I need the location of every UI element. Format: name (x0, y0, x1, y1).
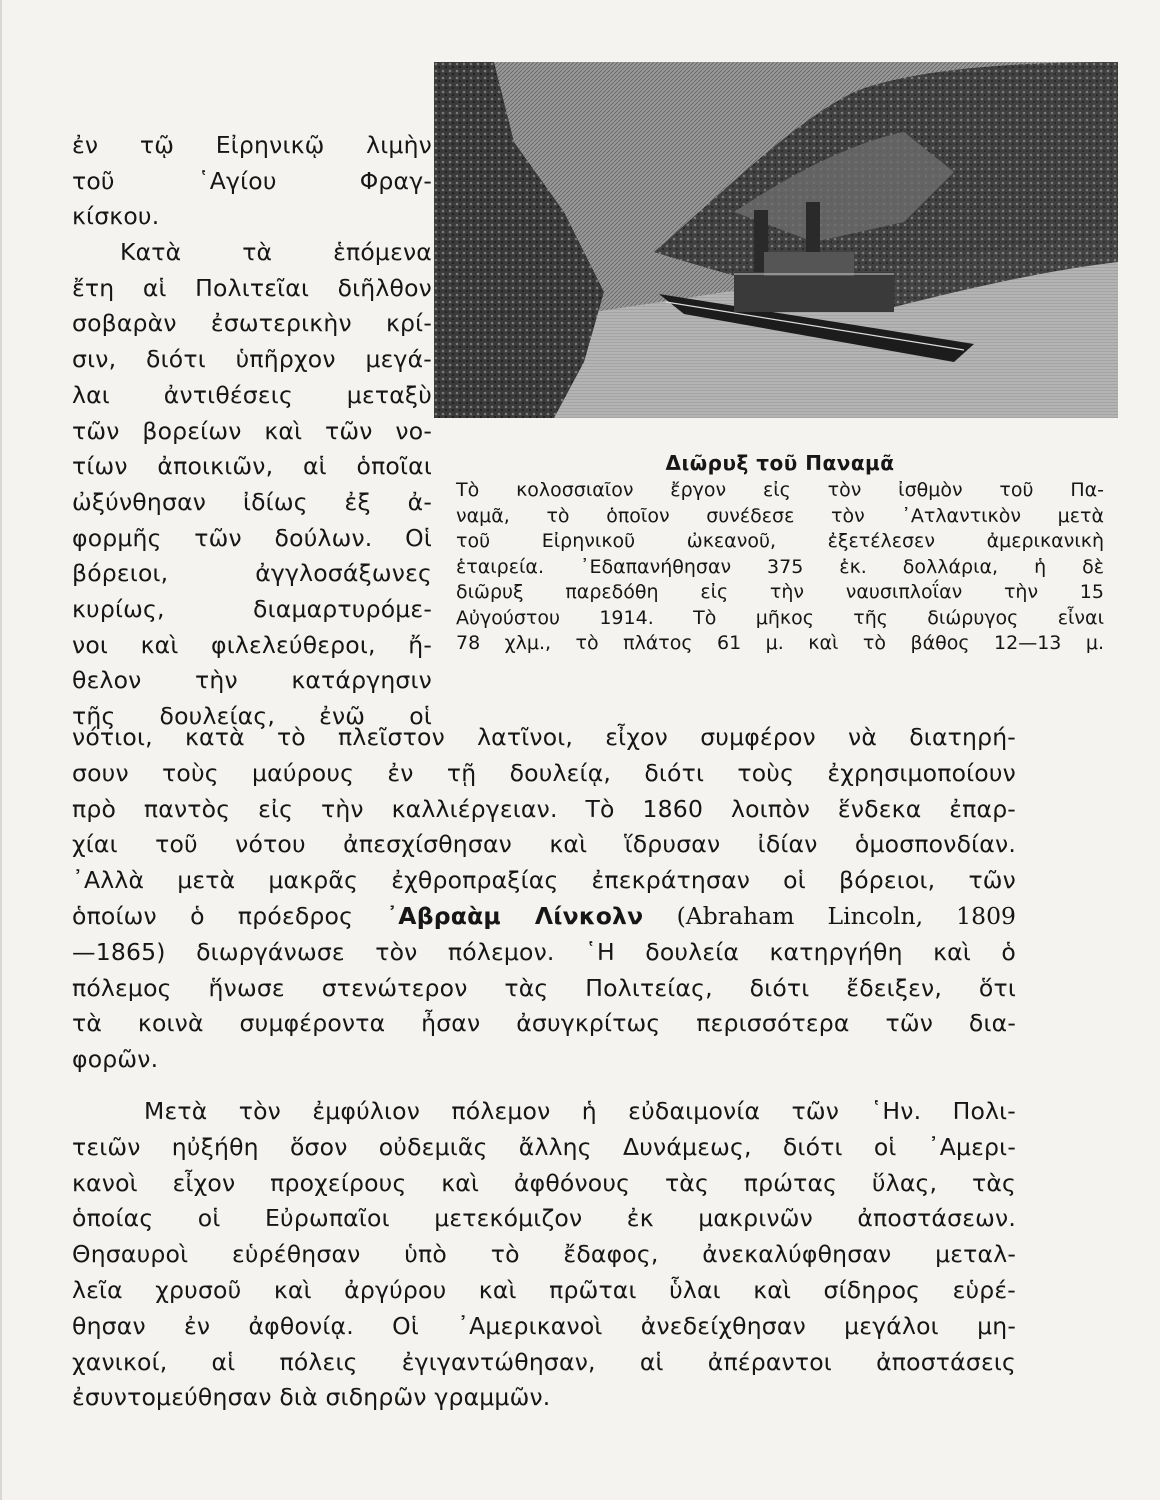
text-line: φορῶν. (72, 1045, 159, 1074)
text-line: κανοὶ εἶχον προχείρους καὶ ἀφθόνους τὰς πρώτας ὕλας, τὰς (72, 1168, 1016, 1197)
caption-line: 78 χλμ., τὸ πλάτος 61 μ. καὶ τὸ βάθος 12—13 μ. (456, 632, 1104, 654)
canal-photo (434, 62, 1118, 418)
text-line: τίων ἀποικιῶν, αἱ ὁποῖαι (72, 452, 432, 481)
text-line: Κατὰ τὰ ἑπόμενα (120, 238, 432, 267)
caption-line: ἑταιρεία. ᾿Εδαπανήθησαν 375 ἑκ. δολλάρια, ἡ δὲ (456, 555, 1104, 578)
caption-line: τοῦ Εἰρηνικοῦ ὠκεανοῦ, ἐξετέλεσεν ἀμερικανικὴ (456, 530, 1104, 552)
text-line: σουν τοὺς μαύρους ἐν τῇ δουλείᾳ, διότι τοὺς ἐχρησιμοποίουν (72, 758, 1016, 787)
caption-line: διῶρυξ παρεδόθη εἰς τὴν ναυσιπλοΐαν τὴν 15 (456, 581, 1104, 603)
text-line: ἔτη αἱ Πολιτεῖαι διῆλθον (72, 273, 432, 302)
text-line: τὰ κοινὰ συμφέροντα ἦσαν ἀσυγκρίτως περισσότερα τῶν δια- (72, 1009, 1016, 1038)
caption-line: ναμᾶ, τὸ ὁποῖον συνέδεσε τὸν ᾿Ατλαντικὸν μετὰ (456, 504, 1104, 527)
text-line: ᾿Αλλὰ μετὰ μακρᾶς ἐχθροπραξίας ἐπεκράτησαν οἱ βόρειοι, τῶν (72, 866, 1016, 895)
photo-caption (456, 448, 1104, 657)
text-line: Μετὰ τὸν ἐμφύλιον πόλεμον ἡ εὐδαιμονία τῶν ῾Ην. Πολι- (144, 1096, 1016, 1125)
text-line: σοβαρὰν ἐσωτερικὴν κρί- (72, 309, 432, 338)
text-line: λεῖα χρυσοῦ καὶ ἀργύρου καὶ πρῶται ὗλαι καὶ σίδηρος εὑρέ- (72, 1275, 1016, 1304)
text-line: χανικοί, αἱ πόλεις ἐγιγαντώθησαν, αἱ ἀπέραντοι ἀποστάσεις (72, 1347, 1016, 1376)
caption-line: Τὸ κολοσσιαῖον ἔργον εἰς τὸν ἰσθμὸν τοῦ Πα- (456, 479, 1104, 501)
text-line: —1865) διωργάνωσε τὸν πόλεμον. ῾Η δουλεία κατηργήθη καὶ ὁ (72, 937, 1016, 966)
text-line: ὠξύνθησαν ἰδίως ἐξ ἀ- (72, 487, 432, 516)
text-line: χίαι τοῦ νότου ἀπεσχίσθησαν καὶ ἵδρυσαν ἰδίαν ὁμοσπονδίαν. (72, 830, 1016, 859)
text-line: νότιοι, κατὰ τὸ πλεῖστον λατῖνοι, εἶχον συμφέρον νὰ διατηρή- (72, 723, 1016, 751)
text-line: φορμῆς τῶν δούλων. Οἱ (72, 523, 432, 552)
text-line: τῶν βορείων καὶ τῶν νο- (72, 416, 432, 445)
caption-line: Αὐγούστου 1914. Τὸ μῆκος τῆς διώρυγος εἶναι (456, 606, 1104, 629)
main-text (72, 720, 1016, 1416)
canal-illustration (434, 62, 1118, 418)
text-line: ἐν τῷ Εἰρηνικῷ λιμὴν (72, 131, 432, 159)
text-line-lincoln (72, 899, 1016, 935)
text-line: θησαν ἐν ἀφθονίᾳ. Οἱ ᾿Αμερικανοὶ ἀνεδείχθησαν μεγάλοι μη- (72, 1311, 1016, 1340)
lincoln-name: ᾿Αβραὰμ Λίνκολν (386, 901, 644, 930)
caption-title: Διῶρυξ τοῦ Παναμᾶ (665, 451, 895, 475)
text-line: θελον τὴν κατάργησιν (72, 666, 432, 695)
text-line: ὁποίας οἱ Εὐρωπαῖοι μετεκόμιζον ἐκ μακρινῶν ἀποστάσεων. (72, 1204, 1016, 1233)
lincoln-latin: (Abraham Lincoln, 1809 (676, 901, 1016, 930)
text-line: τειῶν ηὐξήθη ὅσον οὐδεμιᾶς ἄλλης Δυνάμεως, διότι οἱ ᾿Αμερι- (72, 1132, 1016, 1161)
text-line: λαι ἀντιθέσεις μεταξὺ (72, 380, 432, 409)
text-line: Θησαυροὶ εὑρέθησαν ὑπὸ τὸ ἔδαφος, ἀνεκαλύφθησαν μεταλ- (72, 1240, 1016, 1269)
text-line: πρὸ παντὸς εἰς τὴν καλλιέργειαν. Τὸ 1860 λοιπὸν ἕνδεκα ἐπαρ- (72, 794, 1016, 823)
text-line: κίσκου. (72, 202, 160, 231)
text-line: ἐσυντομεύθησαν διὰ σιδηρῶν γραμμῶν. (72, 1383, 551, 1412)
text-line: κυρίως, διαμαρτυρόμε- (72, 594, 432, 623)
text-line: πόλεμος ἥνωσε στενώτερον τὰς Πολιτείας, διότι ἔδειξεν, ὅτι (72, 973, 1016, 1002)
text-line: βόρειοι, ἀγγλοσάξωνες (72, 559, 432, 588)
text-line: τοῦ ῾Αγίου Φραγ- (72, 166, 432, 195)
left-text-column (72, 128, 432, 735)
text-line: τῆς δουλείας, ἐνῶ οἱ (72, 702, 432, 730)
text-fragment: ὁποίων ὁ πρόεδρος (72, 901, 354, 930)
text-line: σιν, διότι ὑπῆρχον μεγά- (72, 345, 432, 374)
text-line: νοι καὶ φιλελεύθεροι, ἤ- (72, 630, 432, 659)
